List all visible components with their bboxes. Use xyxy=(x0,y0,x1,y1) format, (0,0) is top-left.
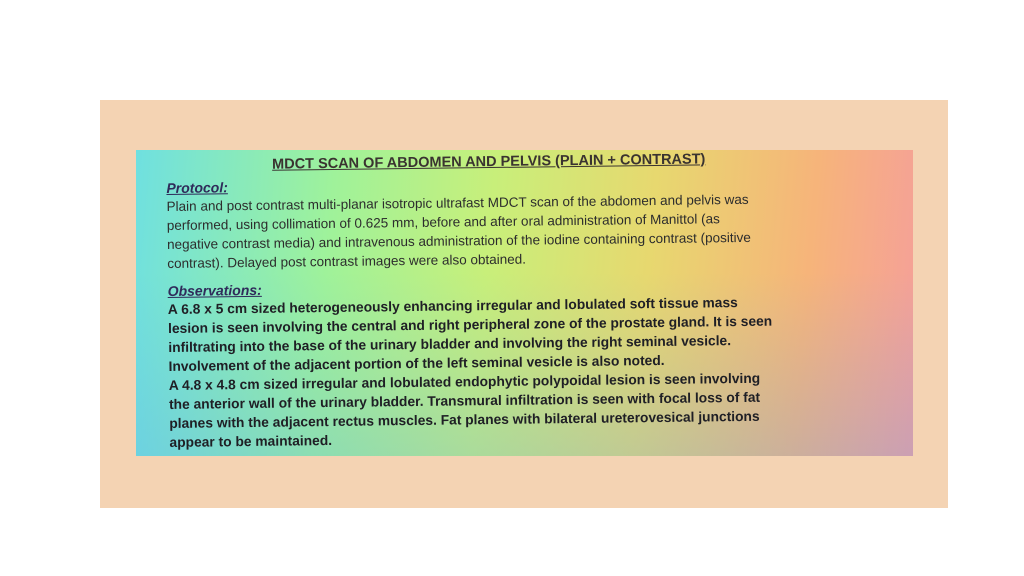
protocol-line: negative contrast media) and intravenous administration of the iodine containing contrast (positive xyxy=(166,229,751,252)
report-title: MDCT SCAN OF ABDOMEN AND PELVIS (PLAIN + CONTRAST) xyxy=(272,151,706,173)
observation-line: appear to be maintained. xyxy=(169,432,333,450)
protocol-line: Plain and post contrast multi-planar isotropic ultrafast MDCT scan of the abdomen and pelvis was xyxy=(166,191,749,214)
observation-line: infiltrating into the base of the urinary bladder and involving the right seminal vesicle. xyxy=(168,333,732,355)
protocol-heading: Protocol: xyxy=(166,179,228,196)
observation-line: lesion is seen involving the central and right peripheral zone of the prostate gland. It is seen xyxy=(168,313,773,336)
observation-line: the anterior wall of the urinary bladder. Transmural infiltration is seen with focal loss of fat xyxy=(168,389,761,412)
protocol-line: contrast). Delayed post contrast images were also obtained. xyxy=(167,251,527,271)
report-document xyxy=(136,150,913,456)
observation-line: A 6.8 x 5 cm sized heterogeneously enhancing irregular and lobulated soft tissue mass xyxy=(167,295,738,317)
report-content xyxy=(166,150,866,450)
protocol-line: performed, using collimation of 0.625 mm, before and after oral administration of Manittol (as xyxy=(166,211,720,233)
observation-line: A 4.8 x 4.8 cm sized irregular and lobulated endophytic polypoidal lesion is seen involving xyxy=(168,370,761,393)
observation-line: Involvement of the adjacent portion of the left seminal vesicle is also noted. xyxy=(168,352,665,374)
observations-heading: Observations: xyxy=(167,281,262,299)
observation-line: planes with the adjacent rectus muscles. Fat planes with bilateral ureterovesical junctions xyxy=(169,408,760,431)
